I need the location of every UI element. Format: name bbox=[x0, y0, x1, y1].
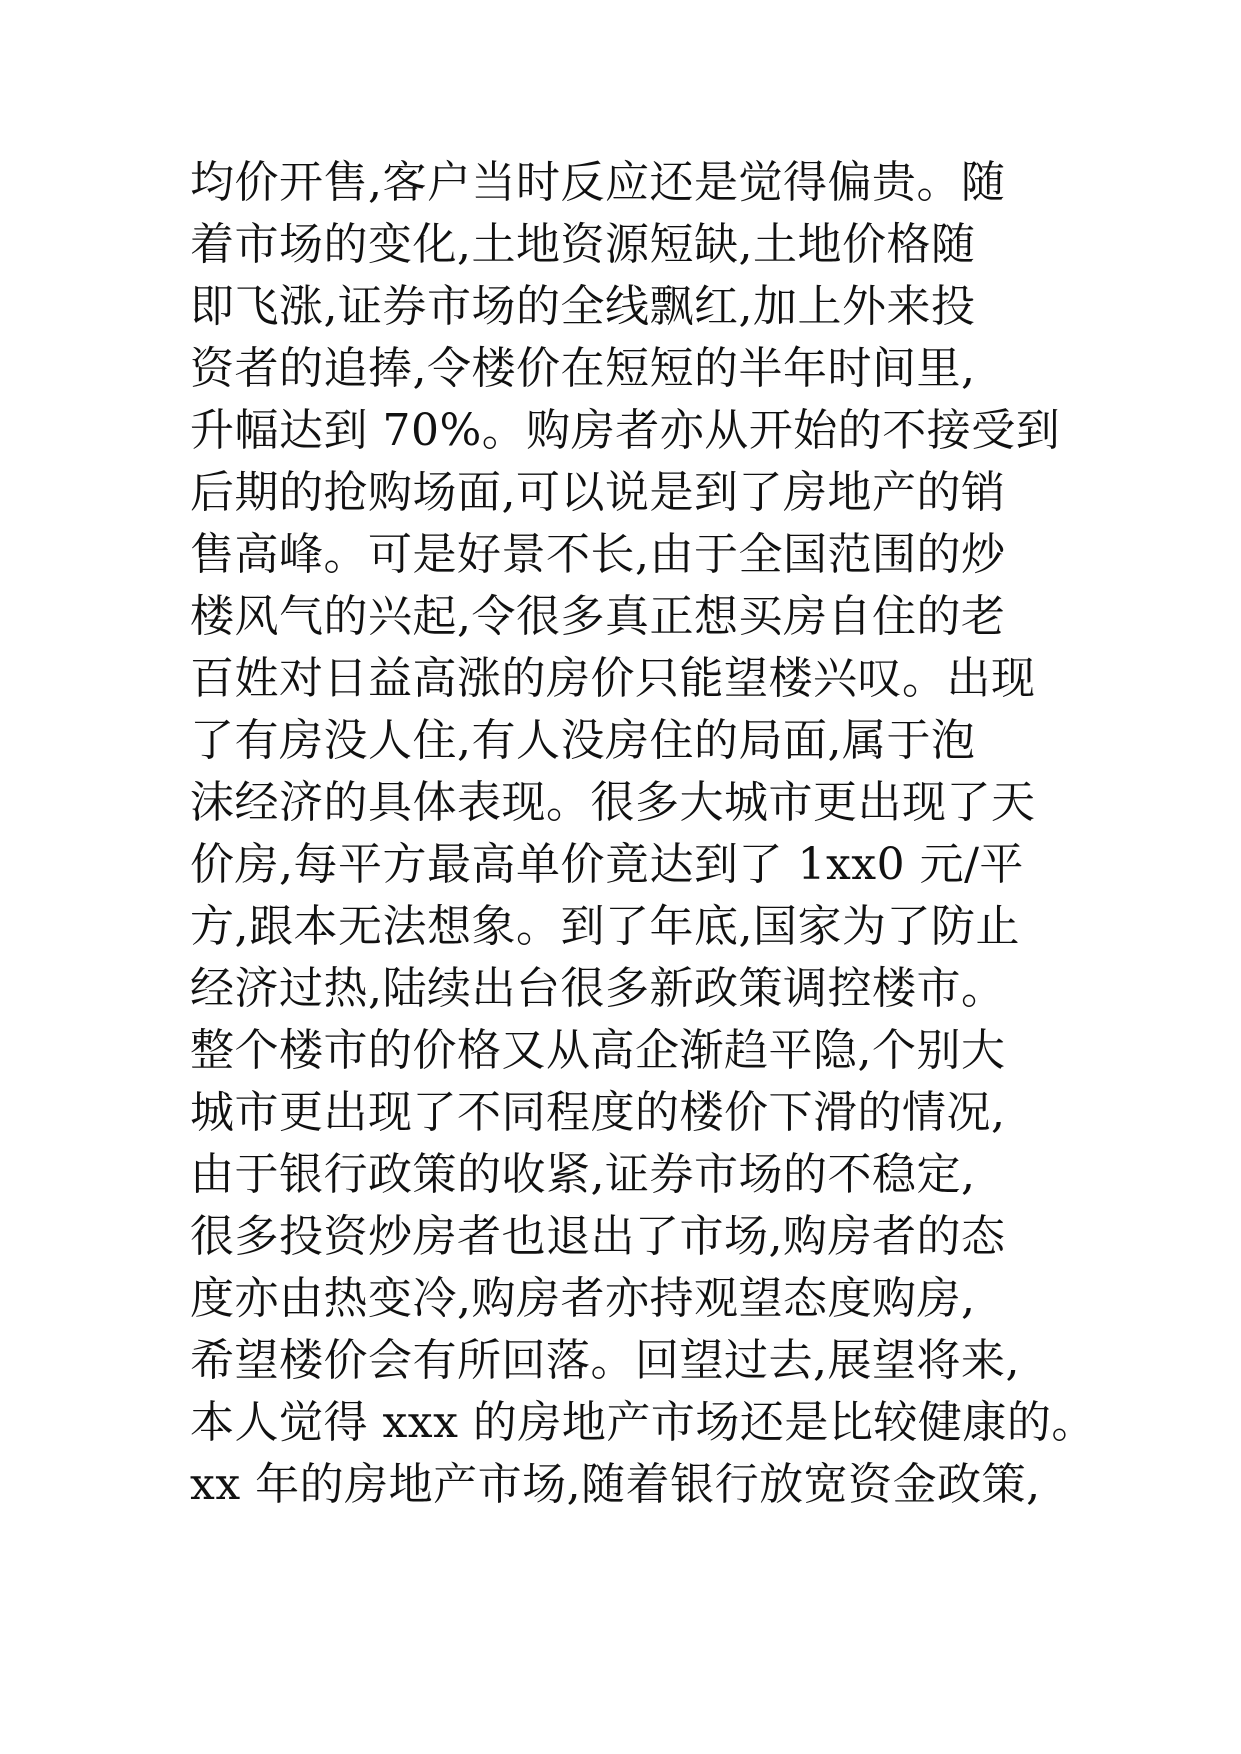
text-line: xx 年的房地产市场,随着银行放宽资金政策, bbox=[190, 1459, 1041, 1510]
text-line: 经济过热,陆续出台很多新政策调控楼市。 bbox=[190, 963, 1006, 1014]
text-line: 方,跟本无法想象。到了年底,国家为了防止 bbox=[190, 901, 1020, 952]
text-line: 资者的追捧,令楼价在短短的半年时间里, bbox=[190, 343, 976, 394]
text-line: 由于银行政策的收紧,证券市场的不稳定, bbox=[190, 1149, 976, 1200]
text-line: 本人觉得 xxx 的房地产市场还是比较健康的。 bbox=[190, 1397, 1096, 1448]
text-line: 很多投资炒房者也退出了市场,购房者的态 bbox=[190, 1211, 1006, 1262]
text-line: 城市更出现了不同程度的楼价下滑的情况, bbox=[190, 1087, 1006, 1138]
text-line: 百姓对日益高涨的房价只能望楼兴叹。出现 bbox=[190, 653, 1036, 704]
text-line: 均价开售,客户当时反应还是觉得偏贵。随 bbox=[190, 157, 1006, 208]
text-line: 沫经济的具体表现。很多大城市更出现了天 bbox=[190, 777, 1036, 828]
text-line: 整个楼市的价格又从高企渐趋平隐,个别大 bbox=[190, 1025, 1006, 1076]
text-line: 售高峰。可是好景不长,由于全国范围的炒 bbox=[190, 529, 1006, 580]
document-body bbox=[190, 152, 1096, 1516]
text-line: 即飞涨,证券市场的全线飘红,加上外来投 bbox=[190, 281, 976, 332]
text-line: 希望楼价会有所回落。回望过去,展望将来, bbox=[190, 1335, 1020, 1386]
text-line: 升幅达到 70%。购房者亦从开始的不接受到 bbox=[190, 405, 1061, 456]
text-line: 了有房没人住,有人没房住的局面,属于泡 bbox=[190, 715, 976, 766]
text-line: 楼风气的兴起,令很多真正想买房自住的老 bbox=[190, 591, 1006, 642]
text-line: 着市场的变化,土地资源短缺,土地价格随 bbox=[190, 219, 976, 270]
text-line: 价房,每平方最高单价竟达到了 1xx0 元/平 bbox=[190, 839, 1024, 890]
text-line: 后期的抢购场面,可以说是到了房地产的销 bbox=[190, 467, 1006, 518]
text-line: 度亦由热变冷,购房者亦持观望态度购房, bbox=[190, 1273, 976, 1324]
